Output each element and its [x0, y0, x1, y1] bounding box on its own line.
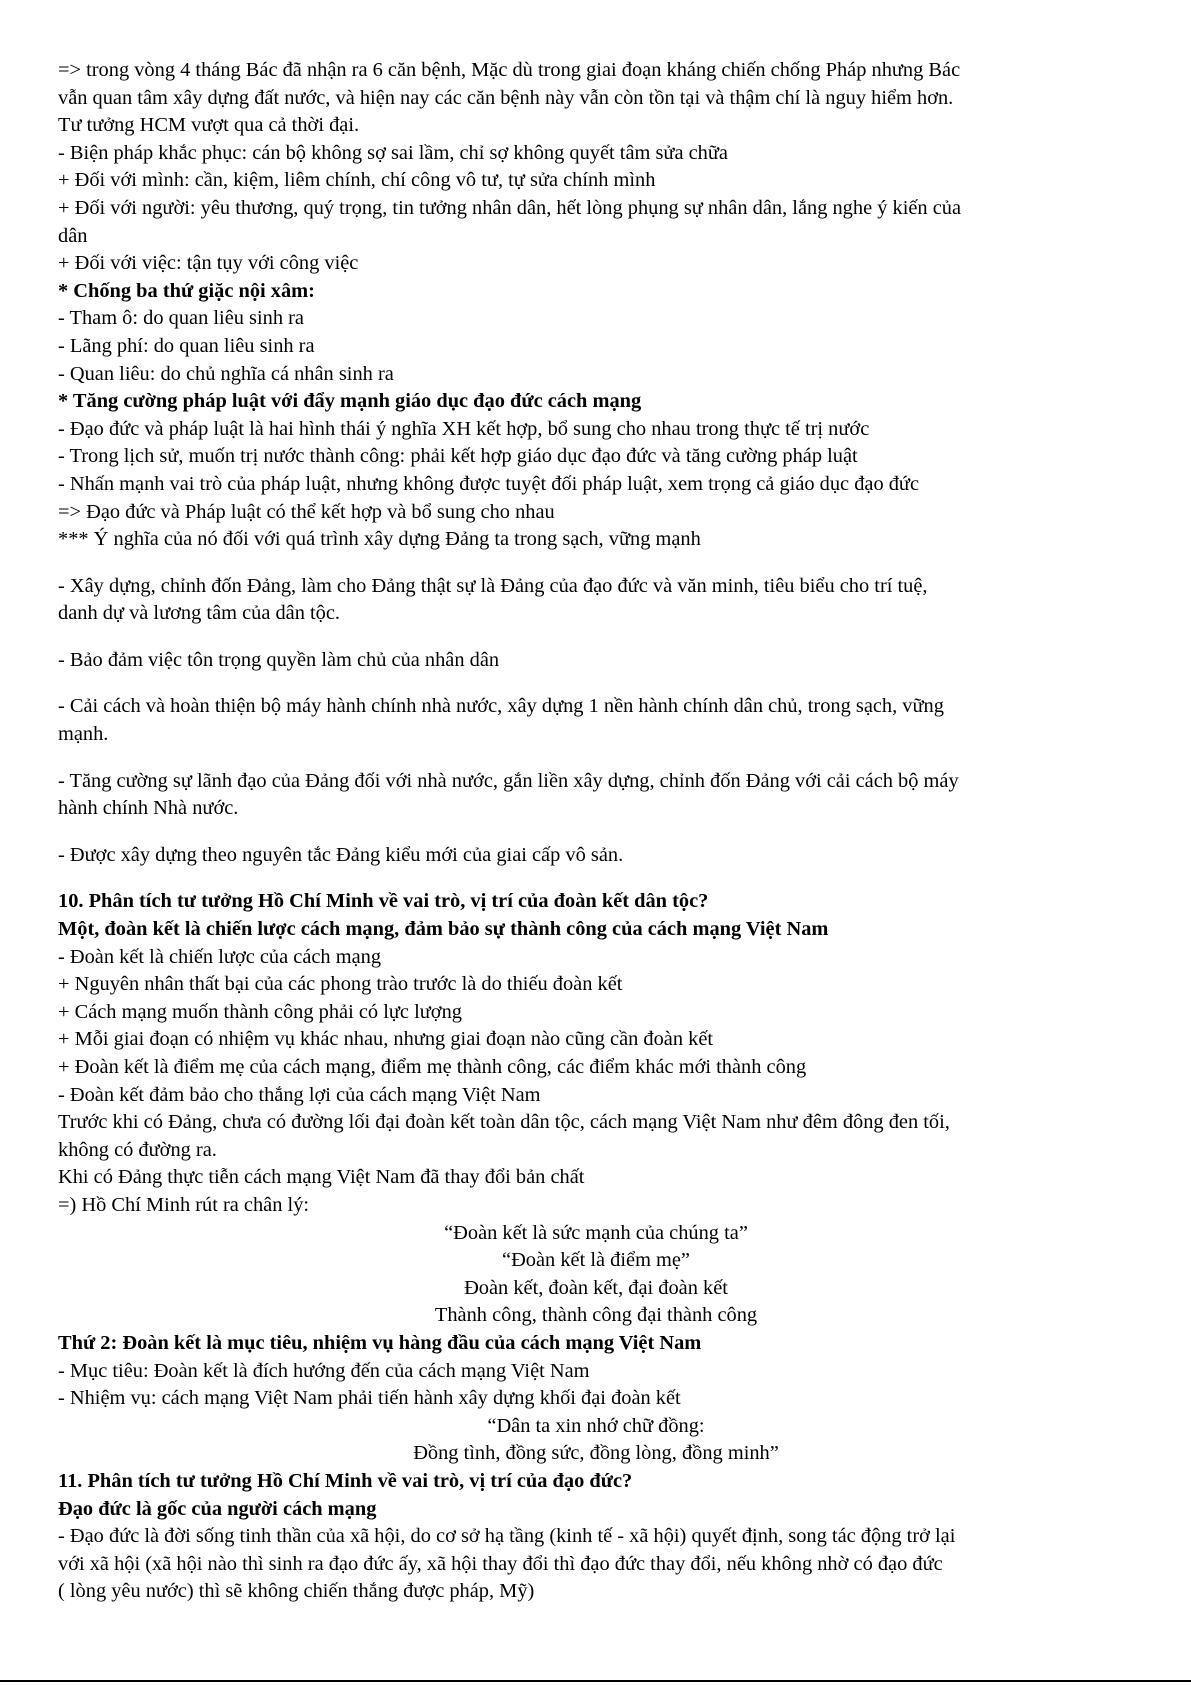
quote-line: Đồng tình, đồng sức, đồng lòng, đồng minh”: [413, 1442, 779, 1465]
text-line: - Nhiệm vụ: cách mạng Việt Nam phải tiến hành xây dựng khối đại đoàn kết: [58, 1387, 681, 1410]
text-line: - Được xây dựng theo nguyên tắc Đảng kiểu mới của giai cấp vô sản.: [58, 843, 624, 866]
text-line: với xã hội (xã hội nào thì sinh ra đạo đức ấy, xã hội thay đổi thì đạo đức thay đổi, nếu không nhờ có đạo đức: [58, 1552, 943, 1575]
text-line: - Tham ô: do quan liêu sinh ra: [58, 307, 304, 330]
text-line: ( lòng yêu nước) thì sẽ không chiến thắng được pháp, Mỹ): [58, 1580, 535, 1603]
text-line: - Xây dựng, chỉnh đốn Đảng, làm cho Đảng thật sự là Đảng của đạo đức và văn minh, tiêu biểu cho trí tuệ,: [58, 574, 928, 597]
text-line: Trước khi có Đảng, chưa có đường lối đại đoàn kết toàn dân tộc, cách mạng Việt Nam như đêm đông đen tối,: [58, 1111, 950, 1134]
quote-line: “Dân ta xin nhớ chữ đồng:: [487, 1414, 705, 1437]
text-line: + Nguyên nhân thất bại của các phong trào trước là do thiếu đoàn kết: [58, 973, 623, 996]
text-line: - Biện pháp khắc phục: cán bộ không sợ sai lầm, chỉ sợ không quyết tâm sửa chữa: [58, 141, 728, 164]
text-line: hành chính Nhà nước.: [58, 797, 239, 820]
text-line: + Đối với người: yêu thương, quý trọng, tin tưởng nhân dân, hết lòng phụng sự nhân dân, lắng nghe ý kiến của: [58, 196, 962, 219]
quote-line: “Đoàn kết là sức mạnh của chúng ta”: [444, 1221, 748, 1244]
text-line: - Bảo đảm việc tôn trọng quyền làm chủ của nhân dân: [58, 648, 500, 671]
section-heading: Một, đoàn kết là chiến lược cách mạng, đảm bảo sự thành công của cách mạng Việt Nam: [58, 918, 829, 941]
text-line: - Tăng cường sự lãnh đạo của Đảng đối với nhà nước, gắn liền xây dựng, chỉnh đốn Đảng với cải cách bộ máy: [58, 769, 959, 792]
paragraph-gap: [58, 749, 1134, 768]
section-heading: Thứ 2: Đoàn kết là mục tiêu, nhiệm vụ hàng đầu của cách mạng Việt Nam: [58, 1331, 702, 1354]
text-line: + Đoàn kết là điểm mẹ của cách mạng, điểm mẹ thành công, các điểm khác mới thành công: [58, 1056, 807, 1078]
text-line: Tư tưởng HCM vượt qua cả thời đại.: [58, 114, 360, 137]
text-line: Khi có Đảng thực tiễn cách mạng Việt Nam đã thay đổi bản chất: [58, 1166, 585, 1189]
text-line: *** Ý nghĩa của nó đối với quá trình xây dựng Đảng ta trong sạch, vững mạnh: [58, 528, 701, 551]
paragraph-gap: [58, 554, 1134, 573]
text-line: =) Hồ Chí Minh rút ra chân lý:: [58, 1193, 310, 1216]
text-line: - Đạo đức là đời sống tinh thần của xã hội, do cơ sở hạ tầng (kinh tế - xã hội) quyết định, song tác động trở lại: [58, 1525, 956, 1548]
page-bottom-rule: [0, 1680, 1191, 1682]
text-line: không có đường ra.: [58, 1138, 217, 1161]
text-line: => trong vòng 4 tháng Bác đã nhận ra 6 căn bệnh, Mặc dù trong giai đoạn kháng chiến chống Pháp nhưng Bác: [58, 59, 961, 81]
text-line: vẫn quan tâm xây dựng đất nước, và hiện nay các căn bệnh này vẫn còn tồn tại và thậm chí là nguy hiểm hơn.: [58, 86, 954, 109]
document-page: [58, 57, 1134, 1606]
text-line: + Cách mạng muốn thành công phải có lực lượng: [58, 1000, 462, 1023]
text-line: - Nhấn mạnh vai trò của pháp luật, nhưng không được tuyệt đối pháp luật, xem trọng cả giáo dục đạo đức: [58, 472, 920, 495]
text-line: - Trong lịch sử, muốn trị nước thành công: phải kết hợp giáo dục đạo đức và tăng cường pháp luật: [58, 445, 858, 468]
text-line: - Quan liêu: do chủ nghĩa cá nhân sinh ra: [58, 362, 394, 385]
quote-line: “Đoàn kết là điểm mẹ”: [502, 1249, 690, 1272]
text-line: => Đạo đức và Pháp luật có thể kết hợp và bổ sung cho nhau: [58, 500, 555, 523]
section-heading: * Chống ba thứ giặc nội xâm:: [58, 279, 315, 302]
text-line: - Cải cách và hoàn thiện bộ máy hành chính nhà nước, xây dựng 1 nền hành chính dân chủ, trong sạch, vững: [58, 695, 944, 718]
text-line: - Mục tiêu: Đoàn kết là đích hướng đến của cách mạng Việt Nam: [58, 1359, 590, 1382]
paragraph-gap: [58, 628, 1134, 647]
section-heading: * Tăng cường pháp luật với đẩy mạnh giáo dục đạo đức cách mạng: [58, 390, 642, 413]
text-line: - Đoàn kết là chiến lược của cách mạng: [58, 945, 382, 968]
text-line: danh dự và lương tâm của dân tộc.: [58, 602, 341, 625]
text-line: + Mỗi giai đoạn có nhiệm vụ khác nhau, nhưng giai đoạn nào cũng cần đoàn kết: [58, 1028, 714, 1051]
quote-line: Thành công, thành công đại thành công: [434, 1304, 758, 1327]
text-line: - Đoàn kết đảm bảo cho thắng lợi của cách mạng Việt Nam: [58, 1083, 541, 1106]
paragraph-gap: [58, 823, 1134, 842]
text-line: - Đạo đức và pháp luật là hai hình thái ý nghĩa XH kết hợp, bổ sung cho nhau trong thực tế trị nước: [58, 417, 870, 440]
question-heading: 10. Phân tích tư tưởng Hồ Chí Minh về vai trò, vị trí của đoàn kết dân tộc?: [58, 890, 709, 913]
text-line: dân: [58, 224, 88, 247]
text-line: + Đối với việc: tận tụy với công việc: [58, 252, 359, 275]
text-line: mạnh.: [58, 723, 109, 746]
text-line: + Đối với mình: cần, kiệm, liêm chính, chí công vô tư, tự sửa chính mình: [58, 169, 656, 192]
paragraph-gap: [58, 674, 1134, 693]
quote-line: Đoàn kết, đoàn kết, đại đoàn kết: [464, 1276, 728, 1299]
question-heading: 11. Phân tích tư tưởng Hồ Chí Minh về vai trò, vị trí của đạo đức?: [58, 1469, 633, 1492]
text-line: - Lãng phí: do quan liêu sinh ra: [58, 334, 315, 357]
paragraph-gap: [58, 869, 1134, 888]
section-heading: Đạo đức là gốc của người cách mạng: [58, 1497, 377, 1520]
